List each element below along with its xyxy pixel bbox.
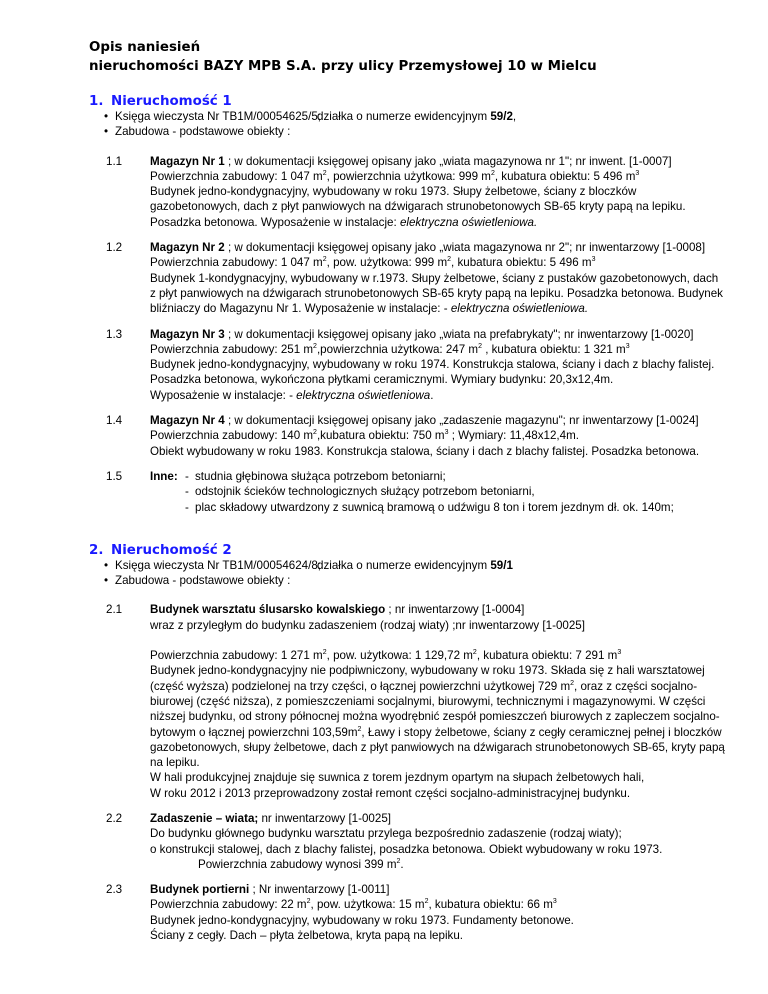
document-page	[89, 38, 729, 943]
item-name: Magazyn Nr 4	[150, 414, 225, 428]
item-number: 1.1	[106, 154, 123, 168]
item-number: 1.2	[106, 241, 123, 255]
section-2-number: 2.	[89, 542, 104, 558]
section-1-bullet-buildings: • Zabudowa - podstawowe obiekty :	[89, 124, 729, 139]
item-2-1: 2.1 Budynek warsztatu ślusarsko kowalskiego ; nr inwentarzowy [1-0004] wraz z przyległym do budynku zadaszeniem (rodzaj wiaty) ;nr inwentarzowy [1-0025] Powierzchnia zabudowy: 1 271 $m^2$, pow. użytkowa: 1 129,72 $m^2$, kubatura obiektu: 7 291 $m^3$ Budynek jedno-kondygnacyjny nie podpiwniczony, wybudowany w roku 1973. Składa się z hali warsztatowej (część wyższa) podzielonej na trzy części, o łącznej powierzchni użytkowej 729 $m^2$, oraz z części socjalno- biurowej (część niższa), z pomieszczeniami socjalnymi, biurowymi, technicznymi i magazynowymi. W części niższej budynku, od strony północnej można wyodrębnić zespół pomieszczeń biurowych z zapleczem socjalno- bytowym o łącznej powierzchni $103,59m^2$, Ławy i stopy żelbetowe, ściany z cegły ceramicznej pełnej i bloczków gazobetonowych, słupy żelbetowe, dach z płyt panwiowych na dźwigarach strunobetonowych SB-65, kryty papą na lepiku. W hali produkcyjnej znajduje się suwnica z torem jezdnym opartym na słupach żelbetowych hali, W roku 2012 i 2013 przeprowadzony został remont części socjalno-administracyjnej budynku.	[106, 603, 725, 800]
document-title-line2: nieruchomości BAZY MPB S.A. przy ulicy Przemysłowej 10 w Mielcu	[89, 59, 597, 74]
section-1-bullet-kw	[89, 109, 729, 124]
item-number: 2.2	[106, 811, 123, 825]
item-name: Magazyn Nr 1	[150, 154, 225, 168]
item-1-3: 1.3 Magazyn Nr 3 ; w dokumentacji księgowej opisany jako „wiata na prefabrykaty"; nr inwentarzowy [1-0020] Powierzchnia zabudowy: 251 $m^2,powierzchnia$ użytkowa: 247 $m^2$ , kubatura obiektu: 1 321 $m^3$ Budynek jedno-kondygnacyjny, wybudowany w roku 1974. Konstrukcja stalowa, ściany i dach z blachy falistej. Posadzka betonowa, wykończona płytkami ceramicznymi. Wymiary budynku: 20,3x12,4m. Wyposażenie w instalacje: - elektryczna oświetleniowa.	[106, 327, 715, 402]
other-item-3: - plac składowy utwardzony z suwnicą bramową o udźwigu 8 ton i torem jezdnym dł. ok. 140m;	[185, 500, 674, 514]
section-2-bullet-kw	[89, 558, 729, 573]
item-name: Inne:	[150, 469, 178, 483]
item-name: Zadaszenie – wiata;	[150, 811, 259, 825]
item-1-5	[106, 469, 729, 515]
item-number: 2.3	[106, 883, 123, 897]
item-2-2: 2.2 Zadaszenie – wiata; nr inwentarzowy [1-0025] Do budynku głównego budynku warsztatu przylega bezpośrednio zadaszenie (rodzaj wiaty); o konstrukcji stalowej, dach z blachy falistej, posadzka betonowa. Obiekt wybudowany w roku 1973. Powierzchnia zabudowy wynosi 399 $m^2$.	[106, 811, 663, 871]
section-1-heading	[89, 94, 729, 109]
section-1-number: 1.	[89, 94, 104, 109]
other-item-1: - studnia głębinowa służąca potrzebom betoniarni;	[185, 469, 446, 483]
land-register-text: Księga wieczysta Nr TB1M/00054625/5;	[115, 110, 322, 123]
section-2-bullet-buildings: • Zabudowa - podstawowe obiekty :	[89, 573, 729, 588]
document-title-line1: Opis naniesień	[89, 40, 201, 55]
section-2-title: Nieruchomość 2	[111, 542, 232, 558]
plot-number-text: działka o numerze ewidencyjnym 59/2,	[317, 110, 517, 123]
section-1-title: Nieruchomość 1	[111, 94, 232, 109]
other-item-2: - odstojnik ścieków technologicznych służący potrzebom betoniarni,	[185, 485, 535, 499]
item-number: 1.4	[106, 414, 123, 428]
land-register-text: Księga wieczysta Nr TB1M/00054624/8;	[115, 558, 322, 572]
item-1-2: 1.2 Magazyn Nr 2 ; w dokumentacji księgowej opisany jako „wiata magazynowa nr 2"; nr inwentarzowy [1-0008] Powierzchnia zabudowy: 1 047 $m^2$, pow. użytkowa: 999 $m^2$, kubatura obiektu: 5 496 $m^3$ Budynek 1-kondygnacyjny, wybudowany w r.1973. Słupy żelbetowe, ściany z pustaków gazobetonowych, dach z płyt panwiowych na dźwigarach strunobetonowych SB-65 kryty papą na lepiku. Posadzka betonowa. Budynek bliźniaczy do Magazynu Nr 1. Wyposażenie w instalacje: - elektryczna oświetleniowa.	[106, 241, 723, 316]
item-name: Budynek portierni	[150, 883, 250, 897]
item-number: 2.1	[106, 603, 123, 617]
item-1-1: 1.1 Magazyn Nr 1 ; w dokumentacji księgowej opisany jako „wiata magazynowa nr 1"; nr inwent. [1-0007] Powierzchnia zabudowy: 1 047 $m^2$, powierzchnia użytkowa: 999 $m^2$, kubatura obiektu: 5 496 $m^3$ Budynek jedno-kondygnacyjny, wybudowany w roku 1973. Słupy żelbetowe, ściany z bloczków gazobetonowych, dach z płyt panwiowych na dźwigarach strunobetonowych SB-65 kryty papą na lepiku. Posadzka betonowa. Wyposażenie w instalacje: elektryczna oświetleniowa.	[106, 154, 686, 229]
item-name: Magazyn Nr 2	[150, 241, 225, 255]
item-2-3: 2.3 Budynek portierni ; Nr inwentarzowy [1-0011] Powierzchnia zabudowy: 22 $m^2$, pow. użytkowa: 15 $m^2$, kubatura obiektu: 66 $m^3$ Budynek jedno-kondygnacyjny, wybudowany w roku 1973. Fundamenty betonowe. Ściany z cegły. Dach – płyta żelbetowa, kryta papą na lepiku.	[106, 883, 574, 943]
item-name: Magazyn Nr 3	[150, 327, 225, 341]
plot-number-text: działka o numerze ewidencyjnym 59/1	[317, 558, 513, 572]
item-number: 1.3	[106, 327, 123, 341]
item-number: 1.5	[106, 469, 123, 483]
section-2-heading	[89, 543, 729, 558]
item-1-4: 1.4 Magazyn Nr 4 ; w dokumentacji księgowej opisany jako „zadaszenie magazynu"; nr inwentarzowy [1-0024] Powierzchnia zabudowy: 140 $m^2,kubatura$ obiektu: 750 $m^3$ ; Wymiary: 11,48x12,4m. Obiekt wybudowany w roku 1983. Konstrukcja stalowa, ściany i dach z blachy falistej. Posadzka betonowa.	[106, 414, 700, 458]
item-name: Budynek warsztatu ślusarsko kowalskiego	[150, 603, 386, 617]
